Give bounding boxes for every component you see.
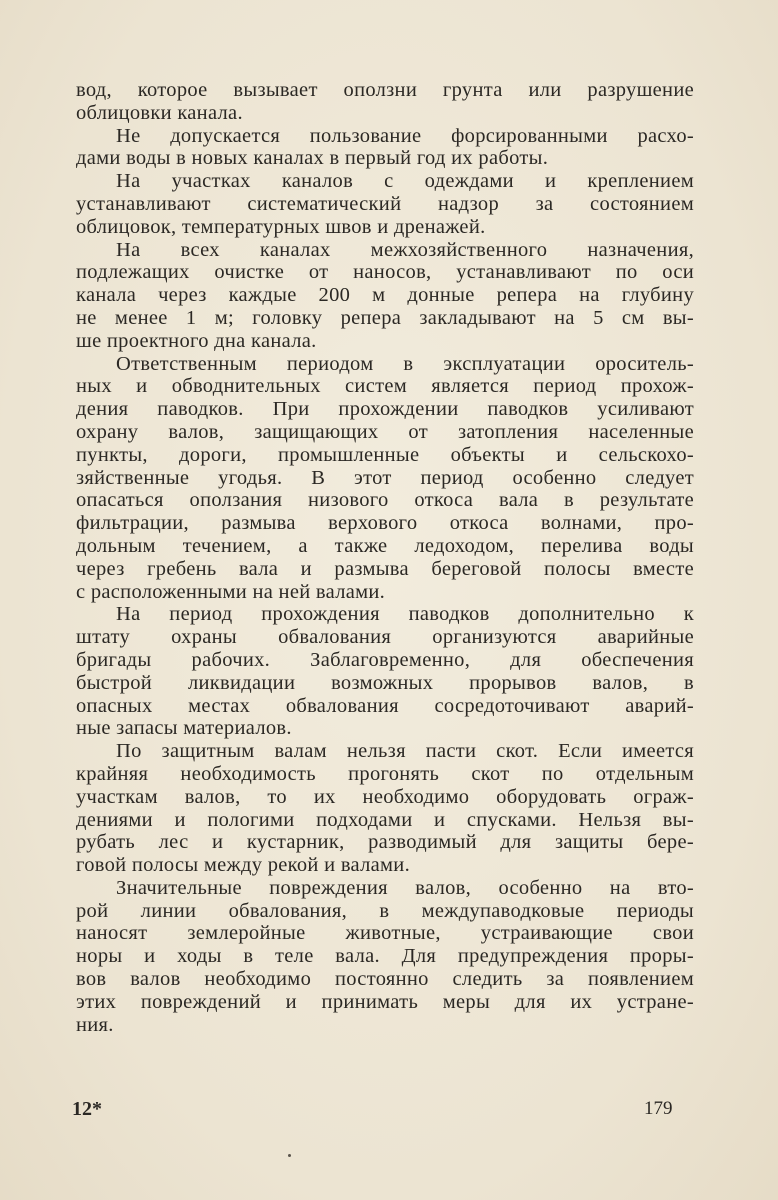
text-line: вов валов необходимо постоянно следить за появлением [76,968,694,991]
text-line: ше проектного дна канала. [76,329,317,352]
text-line: рубать лес и кустарник, разводимый для защиты бере- [76,831,694,854]
text-line: крайняя необходимость прогонять скот по отдельным [76,762,694,785]
text-line: наносят землеройные животные, устраивающие свои [76,922,694,945]
text-line: дольным течением, а также ледоходом, перелива воды [76,534,694,557]
text-line: этих повреждений и принимать меры для их устране- [76,990,694,1013]
text-line: ных и обводнительных систем является период прохож- [76,375,694,398]
text-line: На всех каналах межхозяйственного назначения, [116,238,694,261]
text-line: опасных местах обвалования сосредоточивают аварий- [76,694,694,717]
text-line: вод, которое вызывает оползни грунта или разрушение [76,79,694,101]
text-line: На период прохождения паводков дополнительно к [116,603,694,626]
text-line: зяйственные угодья. В этот период особенно следует [76,466,694,489]
text-line: охрану валов, защищающих от затопления населенные [76,420,694,443]
text-line: дениями и пологими подходами и спусками. Нельзя вы- [76,808,694,831]
text-line: пункты, дороги, промышленные объекты и сельскохо- [76,443,694,466]
text-line: облицовок, температурных швов и дренажей. [76,215,486,238]
text-line: По защитным валам нельзя пасти скот. Если имеется [116,740,694,763]
text-line: Ответственным периодом в эксплуатации ороситель- [116,352,694,375]
text-line: канала через каждые 200 м донные репера на глубину [76,284,694,307]
body-text [76,79,694,1036]
text-line: ния. [76,1013,114,1036]
text-line: участкам валов, то их необходимо оборудовать ограж- [76,785,694,808]
text-line: штату охраны обвалования организуются аварийные [76,626,694,649]
text-line: быстрой ликвидации возможных прорывов валов, в [76,671,694,694]
text-line: говой полосы между рекой и валами. [76,854,411,877]
signature-mark: 12* [72,1098,102,1120]
text-line: норы и ходы в теле вала. Для предупреждения проры- [76,945,694,968]
page-number: 179 [644,1098,673,1119]
text-line: Значительные повреждения валов, особенно на вто- [116,876,694,899]
print-speck [288,1154,291,1157]
text-line: опасаться оползания низового откоса вала в результате [76,489,694,512]
text-line: ные запасы материалов. [76,717,292,740]
text-line: Не допускается пользование форсированными расхо- [116,124,694,147]
text-line: На участках каналов с одеждами и креплением [116,170,694,193]
text-line: рой линии обвалования, в междупаводковые периоды [76,899,694,922]
text-line: облицовки канала. [76,101,243,124]
text-line: дения паводков. При прохождении паводков усиливают [76,398,694,421]
text-line: дами воды в новых каналах в первый год их работы. [76,147,549,170]
text-line: с расположенными на ней валами. [76,580,386,603]
text-line: фильтрации, размыва верхового откоса волнами, про- [76,512,694,535]
text-line: не менее 1 м; головку репера закладывают на 5 см вы- [76,306,694,329]
text-line: бригады рабочих. Заблаговременно, для обеспечения [76,648,694,671]
text-line: через гребень вала и размыва береговой полосы вместе [76,557,694,580]
text-line: подлежащих очистке от наносов, устанавливают по оси [76,261,694,284]
text-line: устанавливают систематический надзор за состоянием [76,192,694,215]
